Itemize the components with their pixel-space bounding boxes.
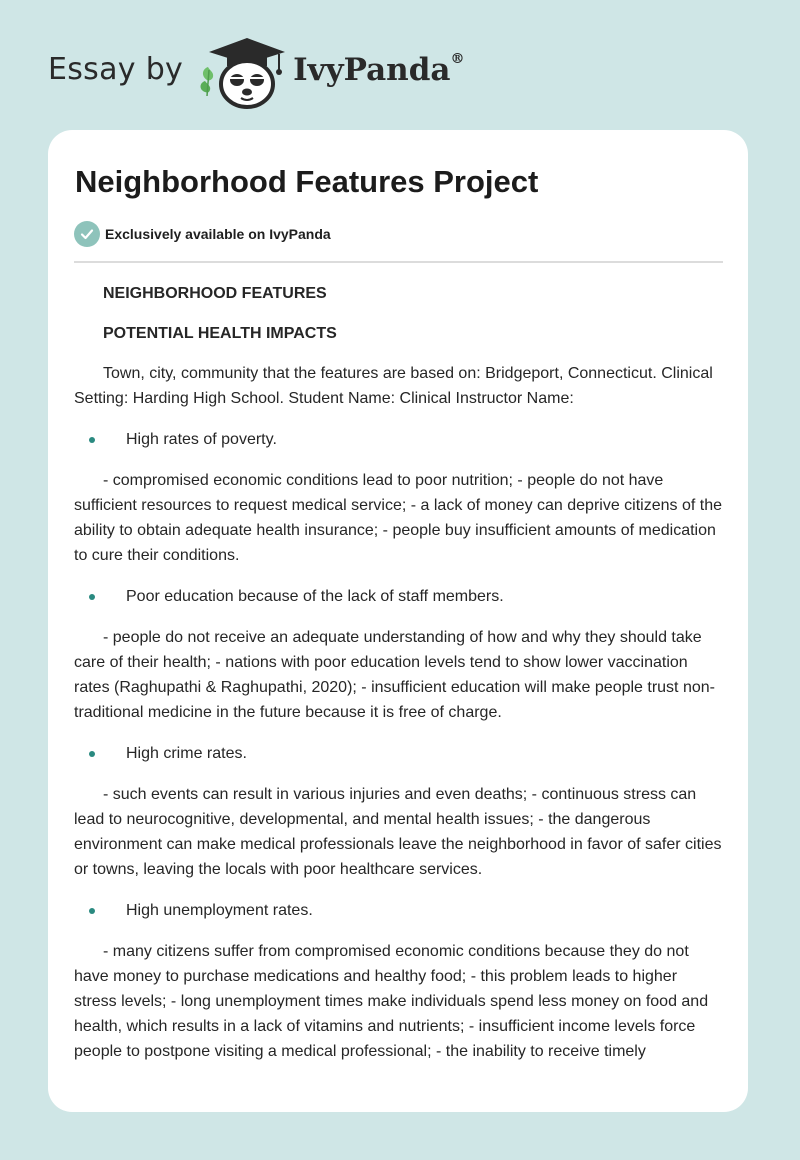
list-item [74,427,724,452]
impact-paragraph: - many citizens suffer from compromised economic conditions because they do not have money to purchase medications and healthy food; - this problem leads to higher stress levels; - long unemployment times make individuals spend less money on food and health, which results in a lack of vitamins and nutrients; - insufficient income levels force people to postpone visiting a medical professional; - the inability to receive timely [74,943,709,1060]
impact-paragraph: - compromised economic conditions lead to poor nutrition; - people do not have sufficient resources to request medical service; - a lack of money can deprive citizens of the ability to obtain adequate health insurance; - people buy insufficient amounts of medication to cure their conditions. [74,472,723,564]
bullet-dot [89,908,95,914]
bullet-dot [89,437,95,443]
impact-paragraph: - such events can result in various injuries and even deaths; - continuous stress can lead to neurocognitive, developmental, and mental health issues; - the dangerous environment can make medical professionals leave the neighborhood in favor of safer cities or towns, leaving the locals with poor healthcare services. [74,786,722,878]
list-item-label: High rates of poverty. [126,431,277,448]
list-item-label: High crime rates. [126,745,247,762]
list-item [74,584,724,609]
section-heading-impacts: POTENTIAL HEALTH IMPACTS [103,325,337,342]
bullet-dot [89,594,95,600]
panda-logo-icon[interactable] [199,36,295,110]
article-card [48,130,748,1112]
list-item [74,741,724,766]
essay-by-label: Essay by [48,51,184,87]
brand-text: IvyPanda [293,52,451,88]
intro-paragraph: Town, city, community that the features are based on: Bridgeport, Connecticut. Clinical Setting: Harding High School. Student Name: Clinical Instructor Name: [74,365,713,407]
list-item [74,898,724,923]
brand-name[interactable] [293,52,464,88]
impact-paragraph: - people do not receive an adequate understanding of how and why they should take care of their health; - nations with poor education levels tend to show lower vaccination rates (Raghupathi & Raghupathi, 2020); - insufficient education will make people trust non-traditional medicine in the future because it is free of charge. [74,629,715,721]
article-body [74,281,724,1080]
site-header [48,36,465,110]
list-item-label: High unemployment rates. [126,902,313,919]
section-heading-features: NEIGHBORHOOD FEATURES [103,285,327,302]
registered-mark: ® [450,50,465,67]
divider [74,261,723,263]
check-circle-icon [74,221,100,247]
list-item-label: Poor education because of the lack of staff members. [126,588,504,605]
exclusive-badge [74,221,331,247]
bullet-dot [89,751,95,757]
exclusive-label: Exclusively available on IvyPanda [105,226,331,242]
page-title: Neighborhood Features Project [75,164,539,199]
